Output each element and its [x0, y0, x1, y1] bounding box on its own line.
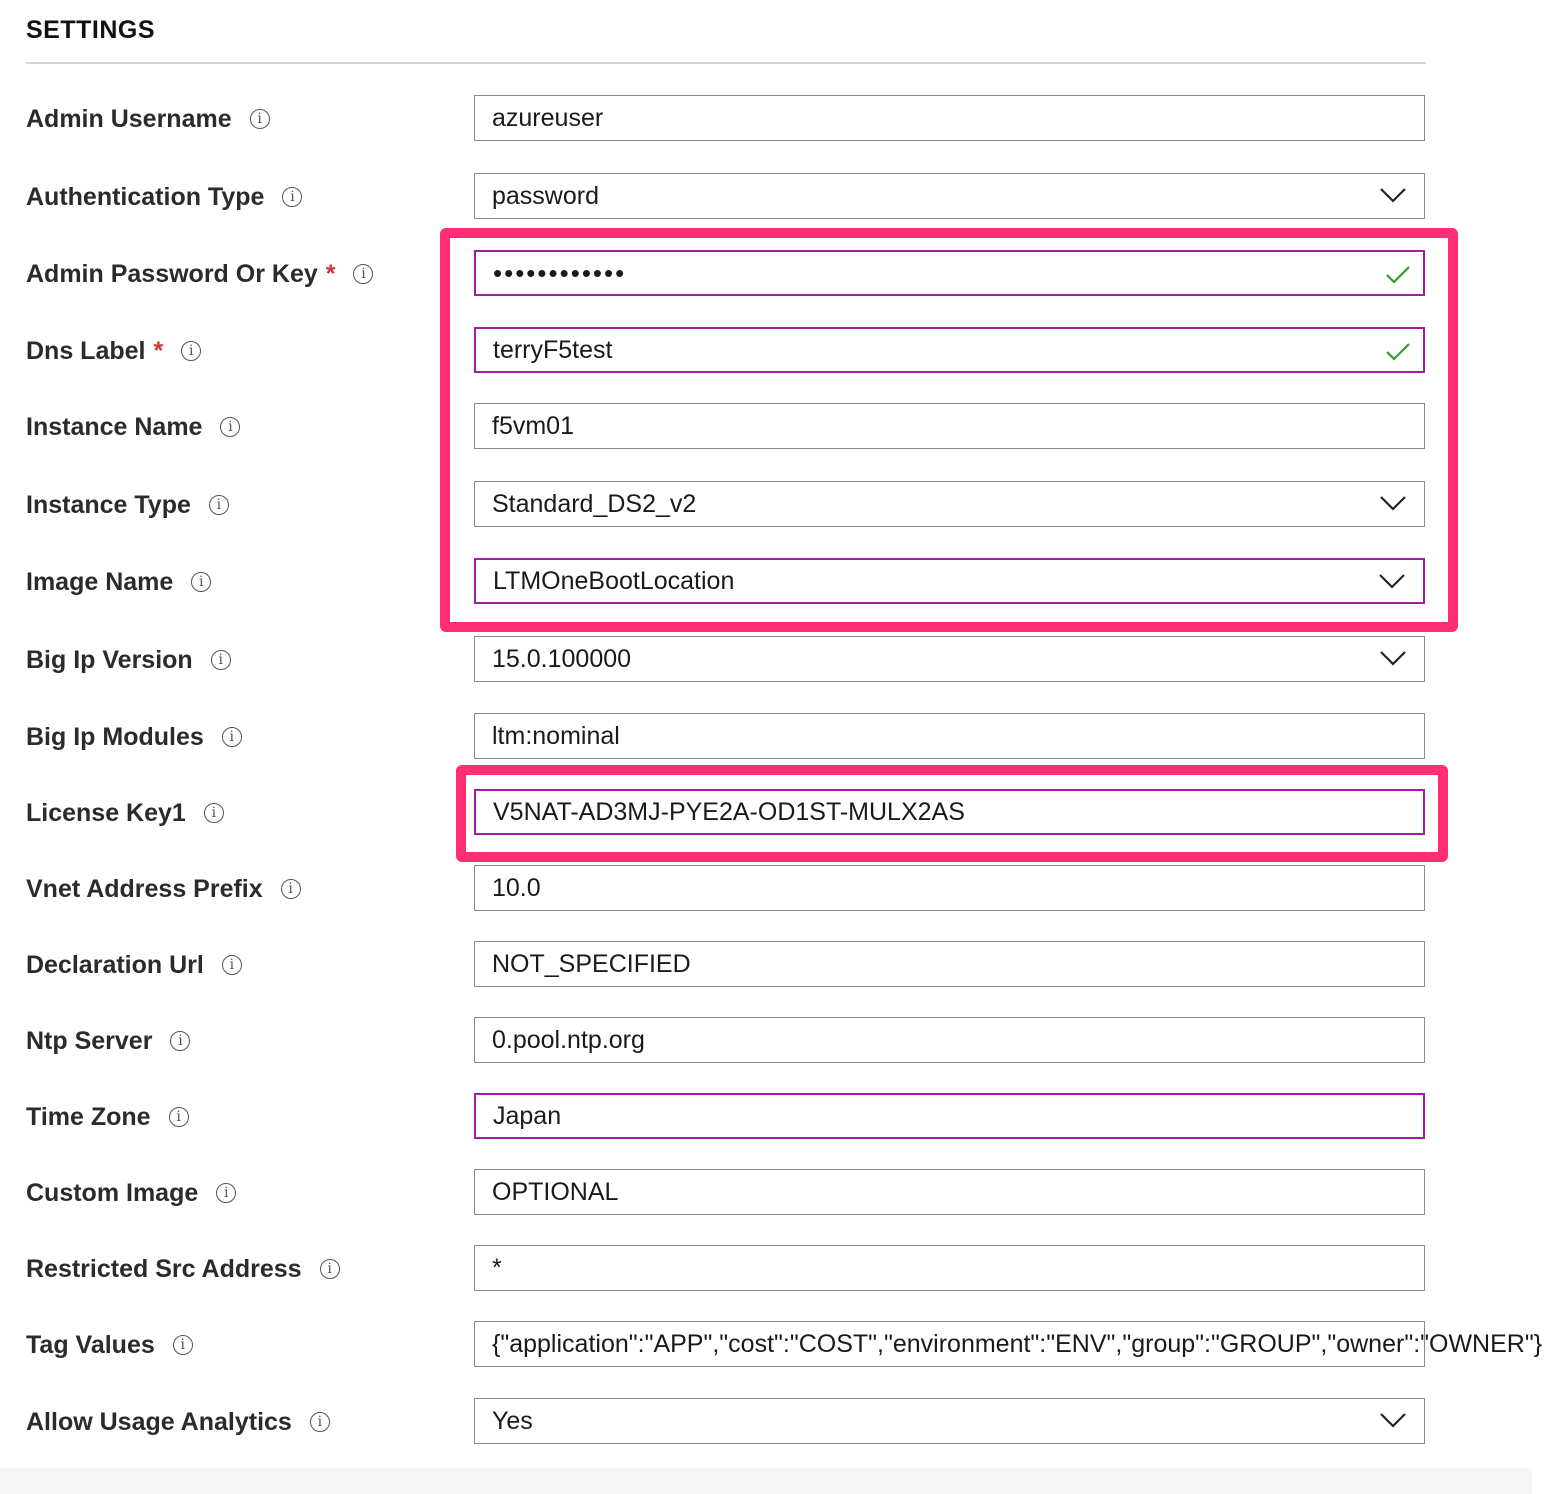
- vnet-address-prefix-input[interactable]: [474, 865, 1425, 911]
- field-value: Standard_DS2_v2: [492, 489, 697, 518]
- field-label: Admin Username: [26, 104, 232, 133]
- info-icon[interactable]: i: [211, 650, 231, 670]
- field-label: Time Zone: [26, 1102, 151, 1131]
- field-value: f5vm01: [492, 411, 574, 440]
- bottom-strip: [0, 1468, 1532, 1494]
- chevron-down-icon[interactable]: [1380, 649, 1406, 667]
- field-label: Admin Password Or Key: [26, 259, 318, 288]
- field-value: LTMOneBootLocation: [493, 566, 735, 595]
- restricted-src-address-input[interactable]: [474, 1245, 1425, 1291]
- form-row-time-zone: [0, 1093, 1532, 1141]
- field-value: V5NAT-AD3MJ-PYE2A-OD1ST-MULX2AS: [493, 797, 965, 826]
- form-row-declaration-url: [0, 941, 1532, 989]
- info-icon[interactable]: i: [169, 1107, 189, 1127]
- info-icon[interactable]: i: [209, 495, 229, 515]
- form-row-big-ip-version: [0, 636, 1532, 684]
- field-value: terryF5test: [493, 335, 613, 364]
- field-value: Yes: [492, 1406, 533, 1435]
- custom-image-input[interactable]: [474, 1169, 1425, 1215]
- field-label: Authentication Type: [26, 182, 265, 211]
- form-row-big-ip-modules: [0, 713, 1532, 761]
- info-icon[interactable]: i: [191, 572, 211, 592]
- field-value: 10.0: [492, 873, 541, 902]
- info-icon[interactable]: i: [282, 187, 302, 207]
- allow-usage-analytics-select[interactable]: [474, 1398, 1425, 1444]
- section-title: SETTINGS: [26, 16, 156, 44]
- form-row-authentication-type: [0, 173, 1532, 221]
- info-icon[interactable]: i: [204, 803, 224, 823]
- time-zone-input[interactable]: [474, 1093, 1425, 1139]
- field-value: OPTIONAL: [492, 1177, 619, 1206]
- info-icon[interactable]: i: [320, 1259, 340, 1279]
- field-label: Ntp Server: [26, 1026, 153, 1055]
- field-value: *: [492, 1253, 502, 1282]
- field-value: Japan: [493, 1101, 562, 1130]
- info-icon[interactable]: i: [220, 417, 240, 437]
- field-value: ••••••••••••: [493, 257, 627, 288]
- form-row-custom-image: [0, 1169, 1532, 1217]
- field-value: {"application":"APP","cost":"COST","environment":"ENV","group":"GROUP","owner":"OWNER"}: [492, 1329, 1543, 1358]
- form-row-tag-values: [0, 1321, 1543, 1369]
- info-icon[interactable]: i: [222, 727, 242, 747]
- field-label: Vnet Address Prefix: [26, 874, 263, 903]
- field-label: Tag Values: [26, 1330, 155, 1359]
- chevron-down-icon[interactable]: [1380, 1411, 1406, 1429]
- form-row-ntp-server: [0, 1017, 1532, 1065]
- field-label: Custom Image: [26, 1178, 199, 1207]
- field-label: Dns Label: [26, 336, 146, 365]
- info-icon[interactable]: i: [216, 1183, 236, 1203]
- highlight-box-credentials: [440, 228, 1458, 632]
- declaration-url-input[interactable]: [474, 941, 1425, 987]
- field-value: azureuser: [492, 103, 604, 132]
- field-label: Instance Name: [26, 412, 203, 441]
- section-divider: [26, 62, 1426, 64]
- required-marker: *: [153, 336, 164, 365]
- big-ip-modules-input[interactable]: [474, 713, 1425, 759]
- admin-username-input[interactable]: [474, 95, 1425, 141]
- authentication-type-select[interactable]: [474, 173, 1425, 219]
- info-icon[interactable]: i: [281, 879, 301, 899]
- highlight-box-license: [456, 765, 1448, 862]
- field-value: ltm:nominal: [492, 721, 620, 750]
- field-value: password: [492, 181, 599, 210]
- tag-values-input[interactable]: [474, 1321, 1543, 1367]
- chevron-down-icon[interactable]: [1380, 186, 1406, 204]
- field-label: Declaration Url: [26, 950, 204, 979]
- info-icon[interactable]: i: [181, 341, 201, 361]
- field-label: Instance Type: [26, 490, 191, 519]
- form-row-admin-username: [0, 95, 1532, 143]
- info-icon[interactable]: i: [250, 109, 270, 129]
- field-label: License Key1: [26, 798, 186, 827]
- field-value: NOT_SPECIFIED: [492, 949, 691, 978]
- required-marker: *: [325, 259, 336, 288]
- info-icon[interactable]: i: [170, 1031, 190, 1051]
- field-label: Restricted Src Address: [26, 1254, 302, 1283]
- field-label: Big Ip Version: [26, 645, 193, 674]
- info-icon[interactable]: i: [353, 264, 373, 284]
- info-icon[interactable]: i: [222, 955, 242, 975]
- field-label: Big Ip Modules: [26, 722, 204, 751]
- form-row-restricted-src-address: [0, 1245, 1532, 1293]
- field-value: 15.0.100000: [492, 644, 632, 673]
- info-icon[interactable]: i: [173, 1335, 193, 1355]
- field-label: Image Name: [26, 567, 174, 596]
- form-row-allow-usage-analytics: [0, 1398, 1532, 1446]
- field-label: Allow Usage Analytics: [26, 1407, 292, 1436]
- info-icon[interactable]: i: [310, 1412, 330, 1432]
- form-row-vnet-address-prefix: [0, 865, 1532, 913]
- big-ip-version-select[interactable]: [474, 636, 1425, 682]
- ntp-server-input[interactable]: [474, 1017, 1425, 1063]
- field-value: 0.pool.ntp.org: [492, 1025, 645, 1054]
